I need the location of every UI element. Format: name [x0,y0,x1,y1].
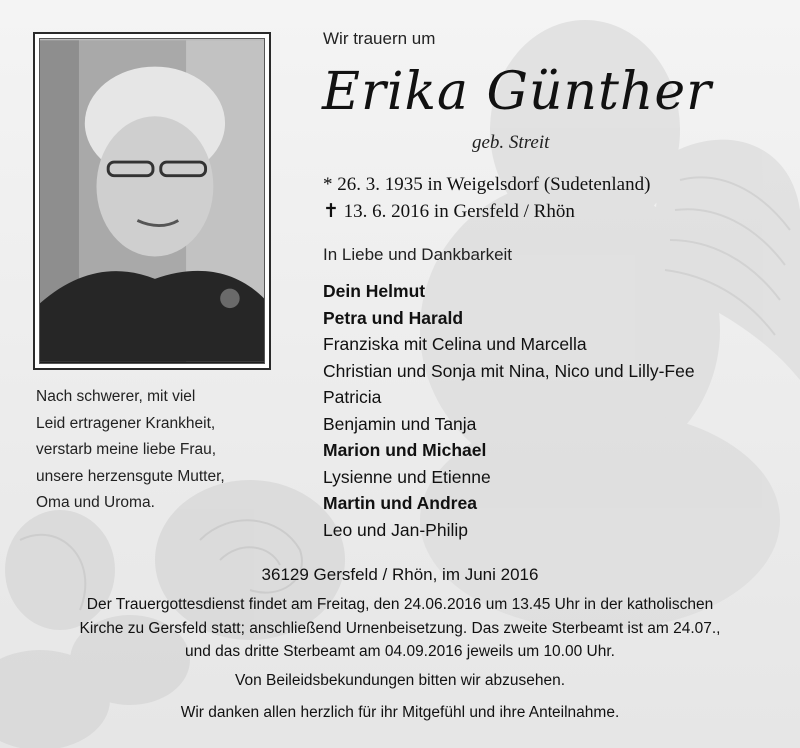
family-member: Franziska mit Celina und Marcella [323,334,587,354]
condolence-note: Von Beileidsbekundungen bitten wir abzusehen. [234,671,566,689]
service-line: Der Trauergottesdienst findet am Freitag, den 24.06.2016 um 13.45 Uhr in der katholischen [86,596,714,613]
family-intro: In Liebe und Dankbarkeit [323,245,513,264]
service-line: und das dritte Sterbeamt am 04.09.2016 jeweils um 10.00 Uhr. [185,643,615,660]
caption-line: unsere herzensgute Mutter, [36,467,225,485]
portrait-illustration [40,39,264,363]
family-member: Martin und Andrea [323,493,477,513]
family-member: Lysienne und Etienne [323,466,491,487]
caption-line: Oma und Uroma. [36,494,155,511]
service-info [0,593,800,664]
service-line: Kirche zu Gersfeld statt; anschließend Urnenbeisetzung. Das zweite Sterbeamt ist am 24.07., [79,619,721,637]
life-dates [323,171,650,225]
left-caption [36,384,286,517]
maiden-name: geb. Streit [472,132,550,153]
birth-date: * 26. 3. 1935 in Weigelsdorf (Sudetenland) [323,174,651,195]
deceased-name: Erika Günther [322,62,713,122]
caption-line: verstarb meine liebe Frau, [36,441,217,458]
family-list [323,278,695,543]
family-member: Benjamin und Tanja [323,413,477,434]
family-member: Patricia [323,387,382,407]
thanks-note: Wir danken allen herzlich für ihr Mitgefühl und ihre Anteilnahme. [180,703,620,721]
family-member: Leo und Jan-Philip [323,519,468,540]
caption-line: Nach schwerer, mit viel [36,388,196,405]
footer-section [0,565,800,722]
family-member: Marion und Michael [323,440,487,460]
place-date: 36129 Gersfeld / Rhön, im Juni 2016 [261,565,539,584]
family-member: Dein Helmut [323,281,426,301]
family-member: Petra und Harald [323,307,464,328]
death-date: ✝ 13. 6. 2016 in Gersfeld / Rhön [323,201,575,222]
family-member: Christian und Sonja mit Nina, Nico und Lilly-Fee [323,360,695,381]
caption-line: Leid ertragener Krankheit, [36,414,216,432]
intro-text: Wir trauern um [323,29,436,48]
portrait-image [39,38,265,364]
portrait-photo [33,32,271,370]
